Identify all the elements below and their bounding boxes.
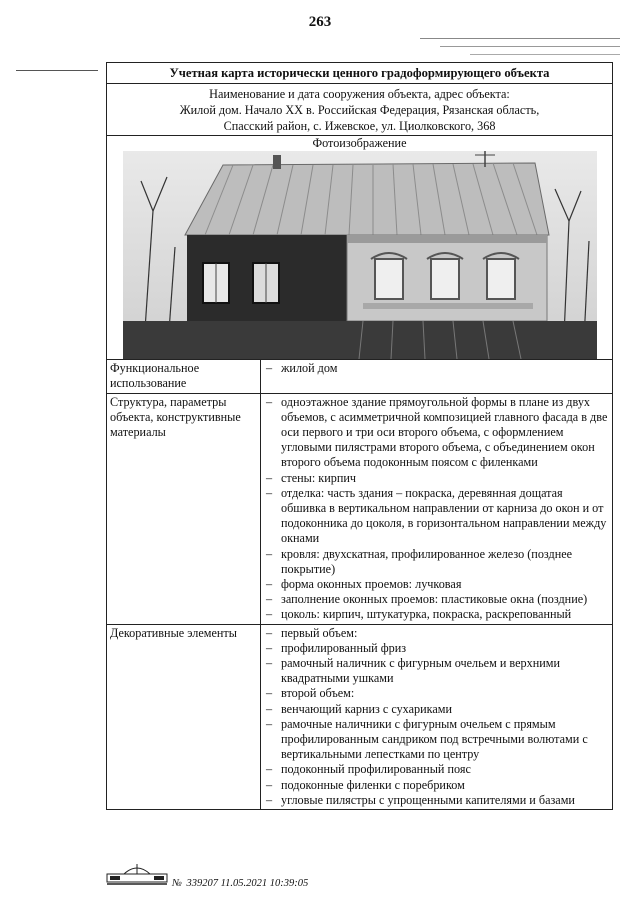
record-card-table bbox=[106, 62, 613, 810]
registry-stamp-icon bbox=[106, 862, 168, 888]
document-number: 339207 bbox=[186, 878, 219, 889]
list-item: – стены: кирпич bbox=[264, 471, 609, 486]
list-item: – заполнение оконных проемов: пластиковые окна (поздние) bbox=[264, 592, 609, 607]
list-item: – кровля: двухскатная, профилированное железо (позднее покрытие) bbox=[264, 547, 609, 577]
document-datetime: 11.05.2021 10:39:05 bbox=[220, 878, 309, 889]
row-label-decor: Декоративные элементы bbox=[107, 624, 261, 809]
row-value-structure bbox=[261, 393, 613, 624]
list-item: – форма оконных проемов: лучковая bbox=[264, 577, 609, 592]
list-item: – венчающий карниз с сухариками bbox=[264, 702, 609, 717]
list-item: – жилой дом bbox=[264, 361, 609, 376]
list-item: – первый объем: bbox=[264, 626, 609, 641]
photo-label: Фотоизображение bbox=[312, 136, 407, 151]
list-item: – подоконные филенки с поребриком bbox=[264, 778, 609, 793]
list-item: – рамочные наличники с фигурным очельем с прямым профилированным сандриком под встречными волютами с вертикальными лепестками по центру bbox=[264, 717, 609, 763]
row-value-function bbox=[261, 360, 613, 393]
list-item: – второй объем: bbox=[264, 686, 609, 701]
house-photo bbox=[123, 151, 597, 359]
object-address bbox=[107, 84, 613, 136]
scan-artifact-line bbox=[16, 70, 98, 71]
house-photo-image bbox=[123, 151, 597, 359]
scan-artifact-line bbox=[440, 46, 620, 47]
row-label-function: Функциональное использование bbox=[107, 360, 261, 393]
row-label-structure: Структура, параметры объекта, конструктивные материалы bbox=[107, 393, 261, 624]
card-title: Учетная карта исторически ценного градоформирующего объекта bbox=[107, 63, 613, 84]
scan-artifact-line bbox=[470, 54, 620, 55]
list-item: – подоконный профилированный пояс bbox=[264, 762, 609, 777]
list-item: – профилированный фриз bbox=[264, 641, 609, 656]
document-footer bbox=[106, 862, 506, 894]
list-item: – одноэтажное здание прямоугольной формы в плане из двух объемов, с асимметричной композицией главного фасада в две оси первого и три оси второго объема, с оформлением угловыми пилястрами второго объема, с объединением окон второго объема подоконным поясом с филенками bbox=[264, 395, 609, 471]
list-item: – отделка: часть здания – покраска, деревянная дощатая обшивка в вертикальном направлении от карниза до окон и от подоконника до цоколя, в горизонтальном направлении между окнами bbox=[264, 486, 609, 547]
address-line: Спасский район, с. Ижевское, ул. Циолковского, 368 bbox=[223, 119, 496, 134]
scan-artifact-line bbox=[420, 38, 620, 39]
list-item: – угловые пилястры с упрощенными капителями и базами bbox=[264, 793, 609, 808]
photo-section bbox=[107, 136, 613, 360]
address-line: Наименование и дата сооружения объекта, адрес объекта: bbox=[209, 87, 510, 102]
document-registration bbox=[172, 878, 308, 889]
number-sign: № bbox=[172, 878, 182, 889]
list-item: – цоколь: кирпич, штукатурка, покраска, раскрепованный bbox=[264, 607, 609, 622]
address-line: Жилой дом. Начало XX в. Российская Федерация, Рязанская область, bbox=[179, 103, 540, 118]
page-number: 263 bbox=[308, 14, 332, 30]
row-value-decor bbox=[261, 624, 613, 809]
list-item: – рамочный наличник с фигурным очельем и верхними квадратными ушками bbox=[264, 656, 609, 686]
